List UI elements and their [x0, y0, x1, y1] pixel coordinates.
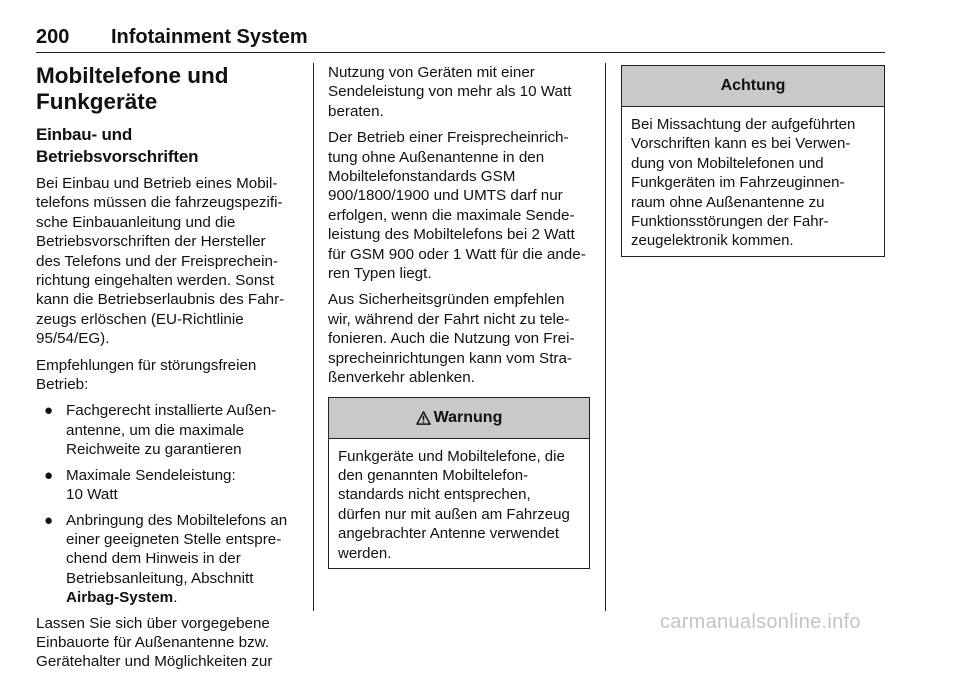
bullet-dot: ● [44, 511, 54, 529]
bullet-dot: ● [44, 466, 54, 484]
warning-text: Funkgeräte und Mobiltelefone, die den genannten Mobiltelefon- standards nicht entsprechen, dürfen nur mit außen am Fahrzeug angebrachter Antenne verwendet werden. [338, 447, 570, 562]
list-item-text: Anbringung des Mobiltelefons an einer geeigneten Stelle entspre- chend dem Hinweis in der Betriebsanleitung, Abschnitt [66, 511, 288, 587]
paragraph-handsfree: Der Betrieb einer Freisprecheinrich- tung ohne Außenantenne in den Mobiltelefonstandards GSM 900/1800/1900 und UMTS darf nur erfolgen, wenn die maximale Sende- leistung des Mobiltelefons bei 2 Watt für GSM 900 oder 1 Watt für die ande- ren Typen liegt. [328, 129, 586, 283]
list-item [36, 466, 298, 505]
paragraph-recommendations: Empfehlungen für störungsfreien Betrieb: [36, 356, 257, 394]
column-divider-2 [605, 63, 606, 611]
warning-title: Warnung [433, 408, 503, 426]
list-item-text: Fachgerecht installierte Außen- antenne, um die maximale Reichweite zu garantieren [66, 402, 277, 459]
bullet-dot: ● [44, 402, 54, 420]
page-number: 200 [36, 26, 70, 48]
caution-box [621, 65, 885, 257]
caution-title: Achtung [720, 77, 786, 94]
airbag-system-link[interactable]: Airbag-System [66, 589, 174, 607]
watermark: carmanualsonline.info [660, 611, 861, 633]
list-item [36, 511, 298, 608]
recommendation-list [36, 401, 298, 607]
warning-box-body [329, 439, 589, 568]
warning-triangle-icon [416, 411, 431, 425]
caution-box-body [622, 107, 884, 256]
paragraph-installation: Bei Einbau und Betrieb eines Mobil- telefons müssen die fahrzeugspezifi- sche Einbauanleitung und die Betriebsvorschriften der Hersteller des Telefons und der Freisprechein- richtung eingehalten werden. Sonst kann die Betriebserlaubnis des Fahr- zeugs erlöschen (EU-Richtlinie 95/54/EG). [36, 175, 285, 348]
column-3 [621, 63, 885, 257]
section-heading: Mobiltelefone und Funkgeräte [36, 63, 229, 114]
list-item-text: Maximale Sendeleistung: 10 Watt [66, 466, 236, 504]
caution-text: Bei Missachtung der aufgeführten Vorschriften kann es bei Verwen- dung von Mobiltelefonen und Funkgeräten im Fahrzeuginnen- raum ohne Außenantenne zu Funktionsstörungen der Fahr- zeugelektronik kommen. [631, 116, 856, 250]
caution-box-header [622, 66, 884, 107]
subsection-heading: Einbau- und Betriebsvorschriften [36, 125, 199, 166]
paragraph-transmit-power: Nutzung von Geräten mit einer Sendeleistung von mehr als 10 Watt beraten. [328, 64, 572, 120]
page-header [36, 26, 885, 53]
list-item [36, 401, 298, 459]
warning-box-header [329, 398, 589, 439]
paragraph-safety: Aus Sicherheitsgründen empfehlen wir, während der Fahrt nicht zu tele- fonieren. Auch die Nutzung von Frei- sprecheinrichtungen kann vom Stra- ßenverkehr ablenken. [328, 291, 575, 387]
column-2 [328, 63, 590, 569]
link-suffix: . [173, 589, 178, 607]
warning-box [328, 397, 590, 569]
column-1 [36, 63, 298, 679]
header-title: Infotainment System [111, 26, 308, 48]
column-divider-1 [313, 63, 314, 611]
paragraph-antenna-advice: Lassen Sie sich über vorgegebene Einbauorte für Außenantenne bzw. Gerätehalter und Möglichkeiten zur [36, 614, 273, 671]
